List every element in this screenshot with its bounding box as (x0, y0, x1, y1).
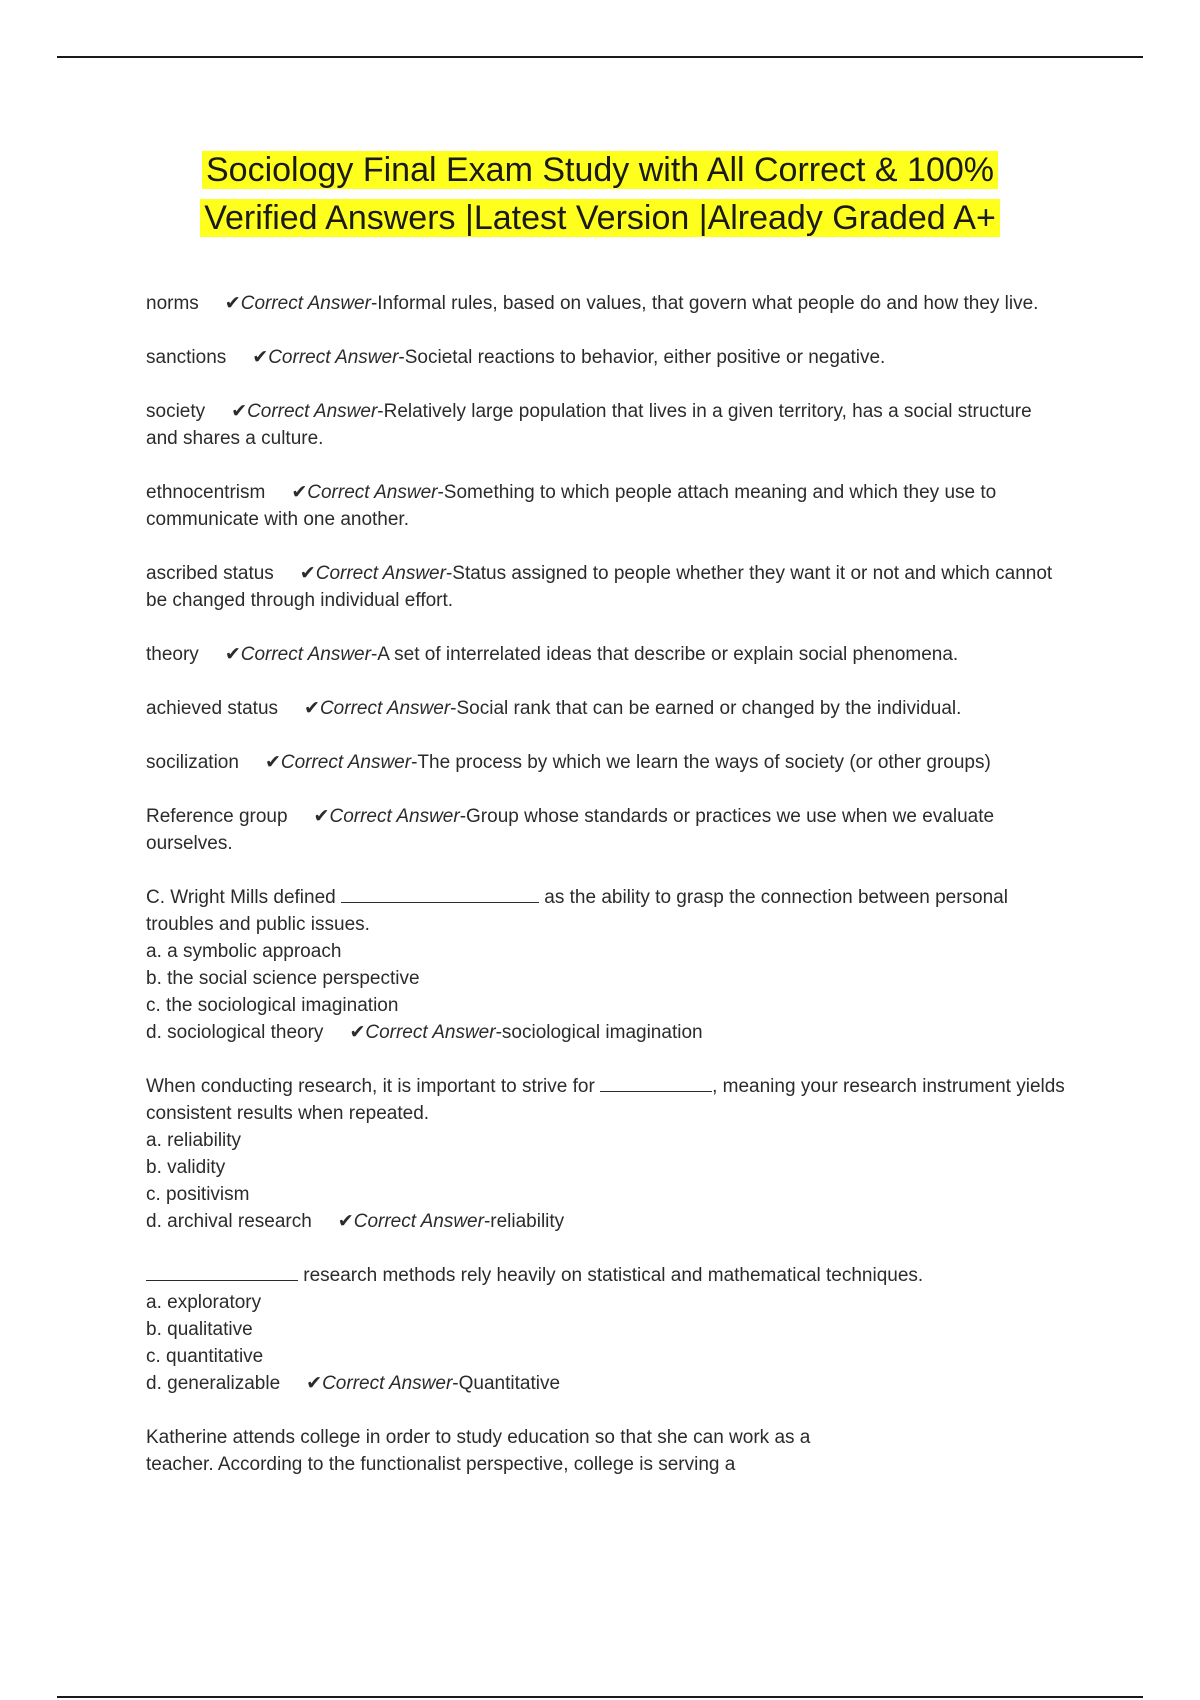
answer-label: Correct Answer (240, 293, 371, 314)
check-icon: ✔ (299, 563, 316, 584)
qa-term: theory (146, 644, 199, 665)
qa-item (146, 560, 1066, 614)
answer-label: Correct Answer (329, 806, 460, 827)
qa-answer: -Group whose standards or practices we use when we evaluate ourselves. (146, 806, 995, 854)
mc-stem-after: as the ability to grasp the connection between personal troubles and public issues. (146, 887, 1008, 935)
answer-blank (341, 884, 539, 903)
answer-label: Correct Answer (280, 752, 412, 773)
answer-label: Correct Answer (247, 401, 378, 422)
answer-blank (600, 1073, 712, 1092)
mc-option: c. the sociological imagination (146, 995, 399, 1016)
qa-item (146, 641, 1066, 668)
answer-label: Correct Answer (268, 347, 399, 368)
qa-item (146, 479, 1066, 533)
mc-option: d. generalizable (146, 1373, 281, 1394)
mc-answer: -Quantitative (452, 1373, 561, 1394)
mc-option: c. positivism (146, 1184, 250, 1205)
qa-answer: -The process by which we learn the ways of society (or other groups) (411, 752, 991, 773)
mc-stem-before: When conducting research, it is important to strive for (146, 1076, 601, 1097)
answer-label: Correct Answer (365, 1022, 496, 1043)
qa-term: norms (146, 293, 199, 314)
qa-answer: -Something to which people attach meaning and which they use to communicate with one another. (146, 482, 997, 530)
answer-label: Correct Answer (319, 698, 451, 719)
check-icon: ✔ (291, 482, 308, 503)
mc-option: d. archival research (146, 1211, 312, 1232)
qa-answer: -Social rank that can be earned or changed by the individual. (450, 698, 962, 719)
qa-term: sanctions (146, 347, 227, 368)
mc-stem-after: , meaning your research instrument yields consistent results when repeated. (146, 1076, 1065, 1124)
qa-item (146, 344, 1066, 371)
mc-option: d. sociological theory (146, 1022, 324, 1043)
check-icon: ✔ (304, 698, 320, 719)
check-icon: ✔ (337, 1211, 354, 1232)
qa-term: ethnocentrism (146, 482, 266, 503)
qa-term: Reference group (146, 806, 288, 827)
mc-option: b. qualitative (146, 1319, 253, 1340)
mc-question (146, 884, 1066, 1046)
answer-label: Correct Answer (307, 482, 438, 503)
check-icon: ✔ (264, 752, 281, 773)
answer-label: Correct Answer (315, 563, 446, 584)
mc-option: c. quantitative (146, 1346, 264, 1367)
mc-question (146, 1073, 1066, 1235)
check-icon: ✔ (313, 806, 330, 827)
mc-option: a. reliability (146, 1130, 242, 1151)
qa-term: society (146, 401, 206, 422)
qa-term: socilization (146, 752, 239, 773)
mc-answer: -reliability (483, 1211, 565, 1232)
qa-item (146, 695, 1066, 722)
check-icon: ✔ (252, 347, 269, 368)
qa-item (146, 398, 1066, 452)
mc-option: a. a symbolic approach (146, 941, 342, 962)
qa-term: ascribed status (146, 563, 274, 584)
check-icon: ✔ (224, 644, 241, 665)
qa-answer: -Status assigned to people whether they want it or not and which cannot be changed through individual effort. (146, 563, 1053, 611)
qa-answer: -A set of interrelated ideas that describe or explain social phenomena. (370, 644, 959, 665)
mc-answer: -sociological imagination (495, 1022, 703, 1043)
top-rule (57, 56, 1143, 58)
qa-item (146, 290, 1066, 317)
qa-item (146, 749, 1066, 776)
qa-item (146, 803, 1066, 857)
mc-option: b. the social science perspective (146, 968, 420, 989)
check-icon: ✔ (231, 401, 248, 422)
answer-label: Correct Answer (353, 1211, 484, 1232)
mc-stem-before: C. Wright Mills defined (146, 887, 341, 908)
answer-label: Correct Answer (322, 1373, 453, 1394)
check-icon: ✔ (349, 1022, 366, 1043)
mc-stem-after: research methods rely heavily on statistical and mathematical techniques. (298, 1265, 924, 1286)
mc-option: a. exploratory (146, 1292, 262, 1313)
title-line-2: Verified Answers |Latest Version |Already Graded A+ (200, 199, 1000, 237)
mc-question (146, 1262, 1066, 1397)
check-icon: ✔ (224, 293, 241, 314)
check-icon: ✔ (306, 1373, 323, 1394)
bottom-rule (57, 1696, 1143, 1698)
answer-blank (146, 1262, 298, 1281)
qa-list (146, 290, 1066, 1505)
qa-answer: -Relatively large population that lives in a given territory, has a social structure and shares a culture. (146, 401, 1032, 449)
answer-label: Correct Answer (240, 644, 371, 665)
page-title (0, 146, 1200, 242)
qa-term: achieved status (146, 698, 279, 719)
title-line-1: Sociology Final Exam Study with All Correct & 100% (202, 151, 998, 189)
mc-option: b. validity (146, 1157, 226, 1178)
qa-answer: -Informal rules, based on values, that govern what people do and how they live. (370, 293, 1039, 314)
trailing-question: Katherine attends college in order to study education so that she can work as a teacher. According to the functionalist perspective, college is serving a (146, 1427, 811, 1475)
qa-answer: -Societal reactions to behavior, either positive or negative. (398, 347, 886, 368)
